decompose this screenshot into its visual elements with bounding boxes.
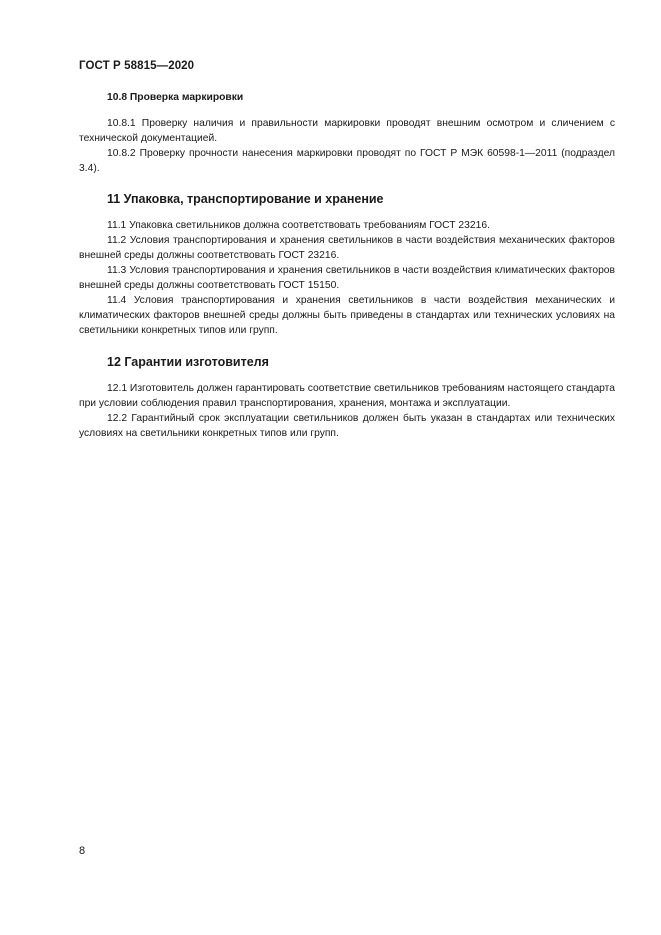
paragraph-11-3: 11.3 Условия транспортирования и хранения светильников в части воздействия климатических факторов внешней среды должны соответствовать ГОСТ 15150. — [79, 265, 615, 291]
paragraph-10-8-1: 10.8.1 Проверку наличия и правильности маркировки проводят внешним осмотром и сличением с технической документацией. — [79, 118, 615, 144]
section-title-12: 12 Гарантии изготовителя — [107, 355, 269, 369]
spacer — [79, 338, 615, 354]
page-content — [79, 90, 615, 441]
subsection-title-10-8: 10.8 Проверка маркировки — [107, 92, 244, 103]
paragraph-11-2: 11.2 Условия транспортирования и хранения светильников в части воздействия механических факторов внешней среды должны соответствовать ГОСТ 23216. — [79, 235, 615, 261]
paragraph-12-1: 12.1 Изготовитель должен гарантировать соответствие светильников требованиям настоящего стандарта при условии соблюдения правил транспортирования, хранения, монтажа и эксплуатации. — [79, 383, 615, 409]
document-code-header: ГОСТ Р 58815—2020 — [79, 60, 195, 72]
paragraph-12-2: 12.2 Гарантийный срок эксплуатации светильников должен быть указан в стандартах или технических условиях на светильники конкретных типов или групп. — [79, 413, 615, 439]
page-number: 8 — [79, 845, 86, 857]
paragraph-11-1: 11.1 Упаковка светильников должна соответствовать требованиям ГОСТ 23216. — [107, 220, 490, 231]
paragraph-11-4: 11.4 Условия транспортирования и хранения светильников в части воздействия механических и климатических факторов внешней среды должны быть приведены в стандартах или технических условиях на светильники конкретных типов или групп. — [79, 295, 615, 336]
section-title-11: 11 Упаковка, транспортирование и хранение — [107, 192, 384, 206]
spacer — [79, 176, 615, 191]
paragraph-10-8-2: 10.8.2 Проверку прочности нанесения маркировки проводят по ГОСТ Р МЭК 60598-1—2011 (подраздел 3.4). — [79, 148, 615, 174]
